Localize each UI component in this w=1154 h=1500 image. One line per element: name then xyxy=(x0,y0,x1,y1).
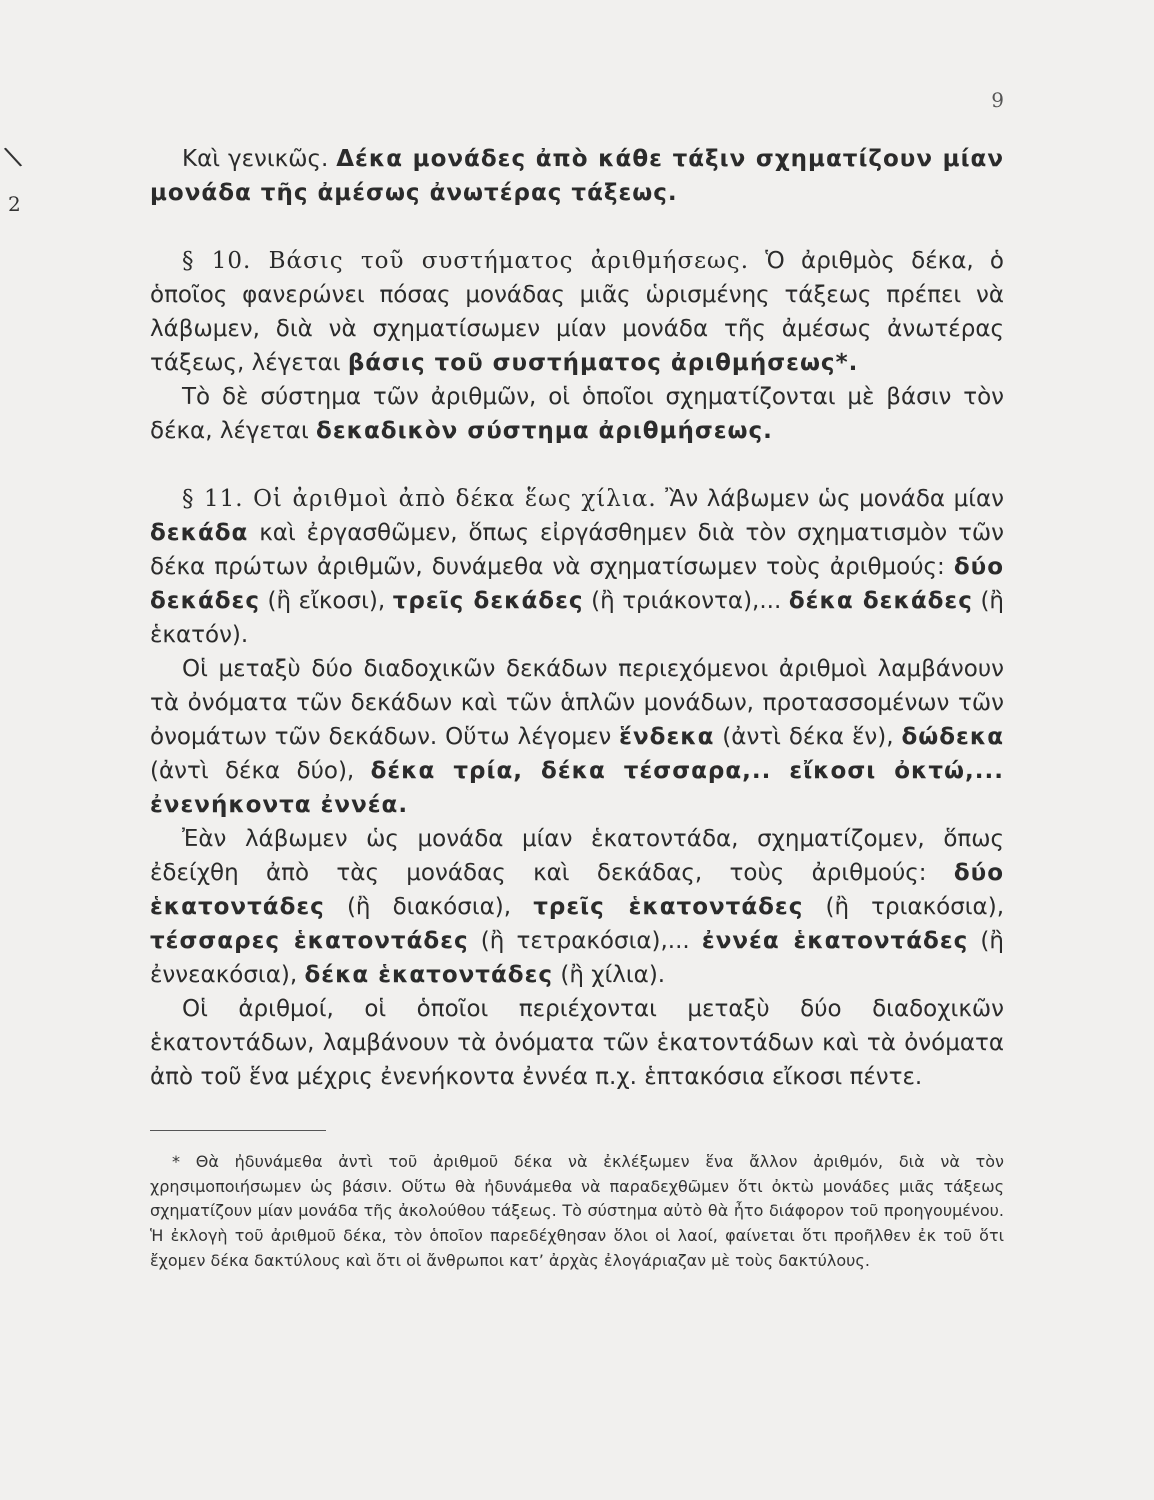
paragraph-general xyxy=(150,142,1004,210)
bold-text: δεκαδικὸν σύστημα ἀριθμήσεως. xyxy=(316,418,773,444)
paragraph-between-hundreds: Οἱ ἀριθμοί, οἱ ὁποῖοι περιέχονται μεταξὺ δύο διαδοχικῶν ἑκατοντάδων, λαμβάνουν τὰ ὀνόματα τῶν ἑκατοντάδων καὶ τὰ ὀνόματα ἀπὸ τοῦ ἕνα μέχρις ἐνενήκοντα ἐννέα π.χ. ἑπτακόσια εἴκοσι πέντε. xyxy=(150,996,1004,1090)
text-span: (ἢ τετρακόσια),... xyxy=(468,928,702,954)
bold-text: δέκα ἑκατοντάδες xyxy=(304,962,554,988)
text-span: Ἐὰν λάβωμεν ὡς μονάδα μίαν ἑκατοντάδα, σχηματίζομεν, ὅπως ἐδείχθη ἀπὸ τὰς μονάδας καὶ δεκάδας, τοὺς ἀριθμούς: xyxy=(150,826,1004,886)
bold-text: δεκάδα xyxy=(150,520,249,546)
text-span: Οἱ μεταξὺ δύο διαδοχικῶν δεκάδων περιεχόμενοι ἀριθμοὶ λαμβάνουν τὰ ὀνόματα τῶν δεκάδων καὶ τῶν ἁπλῶν μονάδων, προτασσομένων τῶν ὀνομάτων τῶν δεκάδων. Οὕτω λέγομεν xyxy=(150,656,1004,750)
bold-text: δώδεκα xyxy=(901,724,1005,750)
margin-mark: \ xyxy=(1,139,24,174)
text-span: (ἢ εἴκοσι), xyxy=(259,588,393,614)
section-heading: § 10. Βάσις τοῦ συστήματος ἀριθμήσεως. xyxy=(182,248,750,274)
text-span: Καὶ γενικῶς. xyxy=(182,146,337,172)
paragraph-decimal-system xyxy=(150,380,1004,448)
text-span: Ὁ ἀριθμὸς δέκα, ὁ ὁποῖος φανερώνει πόσας μονάδας μιᾶς ὡρισμένης τάξεως πρέπει νὰ λάβωμεν, διὰ νὰ σχηματίσωμεν μίαν μονάδα τῆς ἀμέσως ἀνωτέρας τάξεως, λέγεται xyxy=(150,248,1004,376)
body-text xyxy=(150,142,1004,1094)
text-span: (ἢ τριακόσια), xyxy=(803,894,1005,920)
bold-text: βάσις τοῦ συστήματος ἀριθμήσεως*. xyxy=(347,350,859,376)
bold-text: δύο δεκάδες xyxy=(150,554,1004,614)
bold-text: τρεῖς δεκάδες xyxy=(392,588,584,614)
bold-text: Δέκα μονάδες ἀπὸ κάθε τάξιν σχηματίζουν μίαν μονάδα τῆς ἀμέσως ἀνωτέρας τάξεως. xyxy=(150,146,1005,206)
section-11 xyxy=(150,482,1004,652)
bold-text: δέκα δεκάδες xyxy=(788,588,973,614)
paragraph-tens xyxy=(150,652,1004,822)
bold-text: ἕνδεκα xyxy=(619,724,715,750)
bold-text: δέκα τρία, δέκα τέσσαρα,.. εἴκοσι ὀκτώ,... ἐνενήκοντα ἐννέα. xyxy=(150,758,1004,818)
paragraph-hundreds xyxy=(150,822,1004,992)
footnote-divider xyxy=(150,1130,326,1131)
text-span: (ἢ ἐννεακόσια), xyxy=(150,928,1004,988)
footnote-text: * Θὰ ἠδυνάμεθα ἀντὶ τοῦ ἀριθμοῦ δέκα νὰ ἐκλέξωμεν ἕνα ἄλλον ἀριθμόν, διὰ νὰ τὸν χρησιμοποιήσωμεν ὡς βάσιν. Οὕτω θὰ ἠδυνάμεθα νὰ παραδεχθῶμεν ὅτι ὀκτὼ μονάδες μιᾶς τάξεως σχηματίζουν μίαν μονάδα τῆς ἀκολούθου τάξεως. Τὸ σύστημα αὐτὸ θὰ ἦτο διάφορον τοῦ προηγουμένου. Ἡ ἐκλογὴ τοῦ ἀριθμοῦ δέκα, τὸν ὁποῖον παρεδέχθησαν ὅλοι οἱ λαοί, φαίνεται ὅτι προῆλθεν ἐκ τοῦ ὅτι ἔχομεν δέκα δακτύλους καὶ ὅτι οἱ ἄνθρωποι κατ’ ἀρχὰς ἐλογάριαζαν μὲ τοὺς δακτύλους. xyxy=(150,1152,1004,1270)
text-span: (ἢ ἑκατόν). xyxy=(150,588,1004,648)
footnote xyxy=(150,1150,1004,1274)
section-heading: § 11. Οἱ ἀριθμοὶ ἀπὸ δέκα ἕως χίλια. xyxy=(182,486,657,512)
text-span: (ἢ διακόσια), xyxy=(324,894,534,920)
bold-text: τέσσαρες ἑκατοντάδες xyxy=(150,928,469,954)
bold-text: τρεῖς ἑκατοντάδες xyxy=(533,894,804,920)
text-span: (ἀντὶ δέκα δύο), xyxy=(150,758,371,784)
text-span: (ἢ τριάκοντα),... xyxy=(583,588,789,614)
bold-text: ἐννέα ἑκατοντάδες xyxy=(701,928,969,954)
section-10 xyxy=(150,244,1004,380)
bold-text: δύο ἑκατοντάδες xyxy=(150,860,1004,920)
text-span: (ἀντὶ δέκα ἕν), xyxy=(714,724,902,750)
margin-mark: 2 xyxy=(8,192,21,216)
text-span: καὶ ἐργασθῶμεν, ὅπως εἰργάσθημεν διὰ τὸν σχηματισμὸν τῶν δέκα πρώτων ἀριθμῶν, δυνάμεθα νὰ σχηματίσωμεν τοὺς ἀριθμούς: xyxy=(150,520,1004,580)
page-number: 9 xyxy=(991,88,1004,112)
text-span: (ἢ χίλια). xyxy=(553,962,666,988)
text-span: Τὸ δὲ σύστημα τῶν ἀριθμῶν, οἱ ὁποῖοι σχηματίζονται μὲ βάσιν τὸν δέκα, λέγεται xyxy=(150,384,1004,444)
text-span: Ἂν λάβωμεν ὡς μονάδα μίαν xyxy=(656,486,1004,512)
